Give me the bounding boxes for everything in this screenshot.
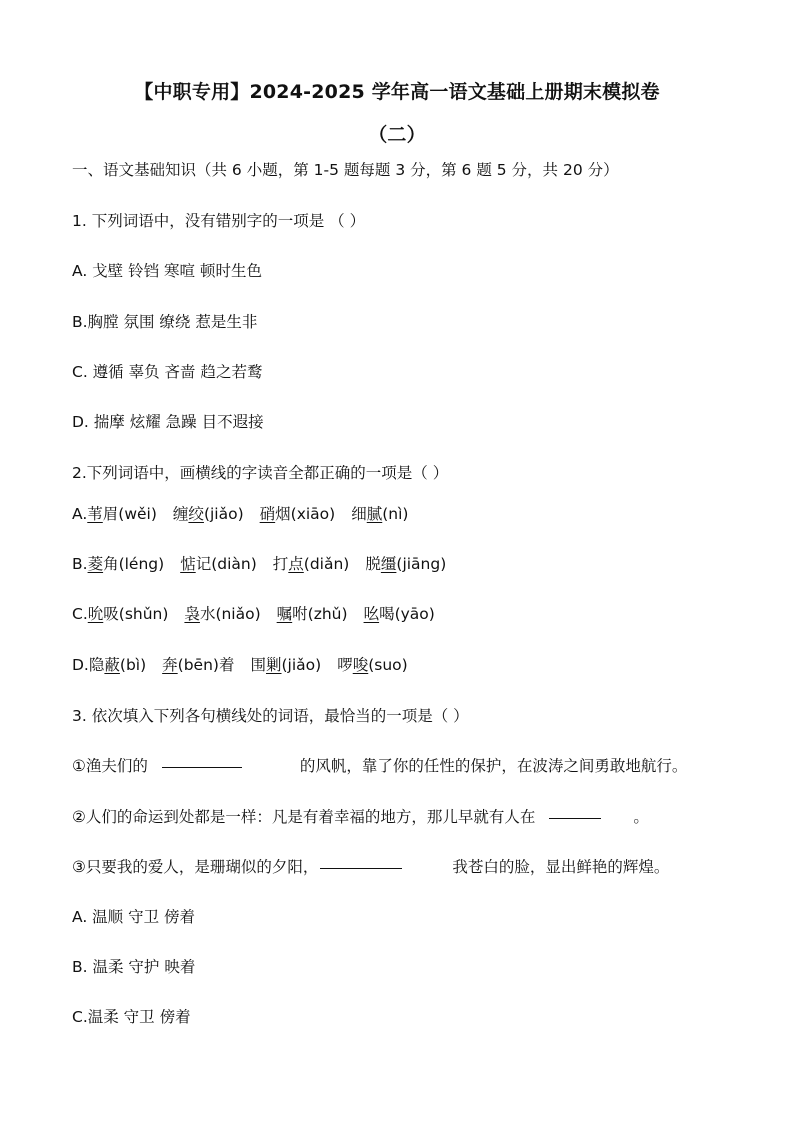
- word-item: 袅水(niǎo): [184, 605, 261, 623]
- option-label: D.: [72, 656, 89, 674]
- q3-sentence-1: ①渔夫们的 的风帆，靠了你的任性的保护，在波涛之间勇敢地航行。: [72, 757, 688, 775]
- fill-blank: [162, 766, 242, 768]
- q2-option-d: [72, 653, 408, 675]
- word-item: 吮吸(shǔn): [87, 605, 169, 623]
- q2-option-b: [72, 552, 446, 574]
- word-item: 缠绞(jiǎo): [172, 505, 244, 523]
- word-item: 吆喝(yāo): [363, 605, 435, 623]
- q3-option-b: B. 温柔 守护 映着: [72, 958, 196, 976]
- section-heading: 一、语文基础知识（共 6 小题，第 1-5 题每题 3 分，第 6 题 5 分，共 20 分）: [72, 161, 619, 179]
- q2-option-a: [72, 502, 408, 524]
- fill-blank: [549, 817, 601, 819]
- word-item: 打点(diǎn): [272, 555, 350, 573]
- word-item: 啰唆(suo): [337, 656, 408, 674]
- q1-option-b: B.胸膛 氛围 缭绕 惹是生非: [72, 313, 258, 331]
- word-item: 惦记(diàn): [180, 555, 257, 573]
- word-item: 嘱咐(zhǔ): [276, 605, 348, 623]
- q3-sentence-2: ②人们的命运到处都是一样：凡是有着幸福的地方，那儿早就有人在 。: [72, 808, 649, 826]
- word-item: 围剿(jiǎo): [250, 656, 322, 674]
- word-item: 奔(bēn)着: [162, 656, 235, 674]
- option-label: A.: [72, 505, 88, 523]
- word-item: 细腻(nì): [351, 505, 409, 523]
- q3-sentence-3: ③只要我的爱人，是珊瑚似的夕阳， 我苍白的脸，显出鲜艳的辉煌。: [72, 858, 670, 876]
- q3-option-c: C.温柔 守卫 傍着: [72, 1008, 191, 1026]
- q1-option-d: D. 揣摩 炫耀 急躁 目不遐接: [72, 413, 264, 431]
- word-item: 隐蔽(bì): [88, 656, 147, 674]
- word-item: 菱角(léng): [87, 555, 165, 573]
- q3-stem: 3. 依次填入下列各句横线处的词语，最恰当的一项是（ ）: [72, 707, 469, 725]
- q2-stem: 2.下列词语中，画横线的字读音全都正确的一项是（ ）: [72, 464, 449, 482]
- option-label: C.: [72, 605, 88, 623]
- q1-stem: 1. 下列词语中，没有错别字的一项是 （ ）: [72, 212, 366, 230]
- q2-option-c: [72, 602, 435, 624]
- word-item: 脱缰(jiāng): [365, 555, 447, 573]
- q3-option-a: A. 温顺 守卫 傍着: [72, 908, 196, 926]
- word-item: 硝烟(xiāo): [259, 505, 336, 523]
- q1-option-a: A. 戈壁 铃铛 寒喧 顿时生色: [72, 262, 262, 280]
- option-label: B.: [72, 555, 88, 573]
- exam-title-part: （二）: [368, 124, 426, 146]
- exam-title: 【中职专用】2024-2025 学年高一语文基础上册期末模拟卷: [134, 81, 660, 103]
- q1-option-c: C. 遵循 辜负 吝啬 趋之若鹜: [72, 363, 263, 381]
- word-item: 苇眉(wěi): [87, 505, 157, 523]
- fill-blank: [320, 867, 402, 869]
